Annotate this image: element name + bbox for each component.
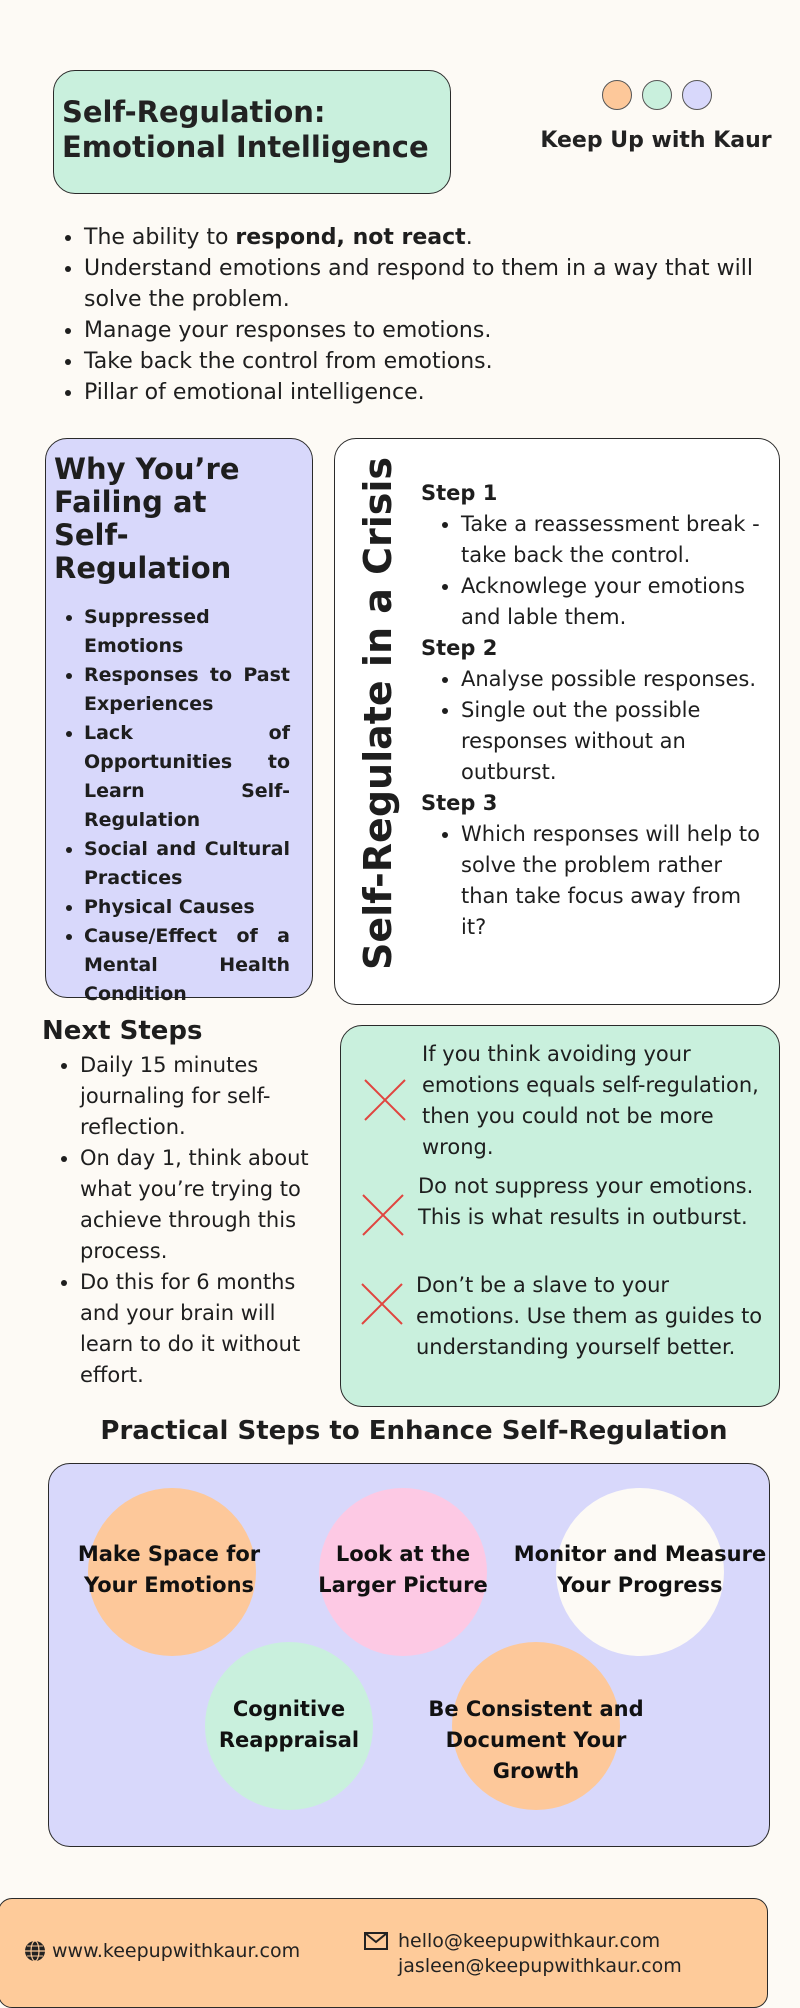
step-label: Step 2 [421, 636, 498, 660]
website-link[interactable]: www.keepupwithkaur.com [52, 1940, 301, 1962]
intro-list [58, 222, 788, 408]
why-failing-list [54, 603, 290, 1009]
next-steps-title: Next Steps [42, 1016, 203, 1046]
decorative-dots [602, 80, 714, 112]
intro-item: • Pillar of emotional intelligence. [84, 377, 788, 408]
dot-lavender [682, 80, 712, 110]
cross-icon [360, 1282, 404, 1326]
why-item: • Cause/Effect of a Mental Health Condition [84, 922, 290, 1009]
dot-peach [602, 80, 632, 110]
why-item: • Social and Cultural Practices [84, 835, 290, 893]
next-step-item: • Daily 15 minutes journaling for self-reflection. [80, 1050, 324, 1143]
intro-item: • Take back the control from emotions. [84, 346, 788, 377]
step-item: • Acknowlege your emotions and lable them. [461, 571, 771, 633]
cross-icon [363, 1078, 407, 1122]
step-item: • Single out the possible responses without an outburst. [461, 695, 771, 788]
step-label: Step 3 [421, 791, 498, 815]
step-circle-label: Be Consistent and Document Your Growth [428, 1697, 644, 1783]
step-circle-label: Monitor and Measure Your Progress [513, 1542, 767, 1597]
page-title: Self-Regulation: Emotional Intelligence [62, 95, 429, 164]
warning-text: If you think avoiding your emotions equals self-regulation, then you could not be more wrong. [422, 1042, 759, 1159]
crisis-steps [421, 478, 771, 943]
email-link[interactable]: jasleen@keepupwithkaur.com [398, 1955, 682, 1977]
step-label: Step 1 [421, 481, 498, 505]
step-circle-label: Cognitive Reappraisal [218, 1697, 360, 1752]
next-step-item: • On day 1, think about what you’re trying to achieve through this process. [80, 1143, 324, 1267]
step-item: • Analyse possible responses. [461, 664, 771, 695]
why-failing-card [45, 438, 313, 1005]
intro-item: • Manage your responses to emotions. [84, 315, 788, 346]
warning-text: Do not suppress your emotions. This is what results in outburst. [418, 1174, 754, 1229]
intro-item: • Understand emotions and respond to them in a way that will solve the problem. [84, 253, 788, 315]
intro-item: • The ability to respond, not react. [84, 222, 788, 253]
crisis-title: Self-Regulate in a Crisis [356, 456, 400, 971]
step-circle-label: Look at the Larger Picture [318, 1542, 488, 1597]
step-item: • Take a reassessment break - take back the control. [461, 509, 771, 571]
why-failing-title: Why You’re Failing at Self-Regulation [54, 452, 240, 585]
next-step-item: • Do this for 6 months and your brain will learn to do it without effort. [80, 1267, 324, 1391]
practical-title: Practical Steps to Enhance Self-Regulation [100, 1416, 728, 1446]
next-steps-list [54, 1050, 324, 1391]
mail-icon [364, 1932, 388, 1950]
email-link[interactable]: hello@keepupwithkaur.com [398, 1930, 661, 1952]
why-item: • Lack of Opportunities to Learn Self-Regulation [84, 719, 290, 835]
why-item: • Physical Causes [84, 893, 290, 922]
step-circle-label: Make Space for Your Emotions [77, 1542, 261, 1597]
step-item: • Which responses will help to solve the problem rather than take focus away from it? [461, 819, 771, 943]
why-item: • Responses to Past Experiences [84, 661, 290, 719]
cross-icon [361, 1193, 405, 1237]
globe-icon [24, 1940, 46, 1962]
warning-text: Don’t be a slave to your emotions. Use them as guides to understanding yourself better. [416, 1273, 763, 1359]
brand-name: Keep Up with Kaur [540, 128, 772, 153]
title-card [53, 70, 451, 194]
why-item: • Suppressed Emotions [84, 603, 290, 661]
dot-mint [642, 80, 672, 110]
